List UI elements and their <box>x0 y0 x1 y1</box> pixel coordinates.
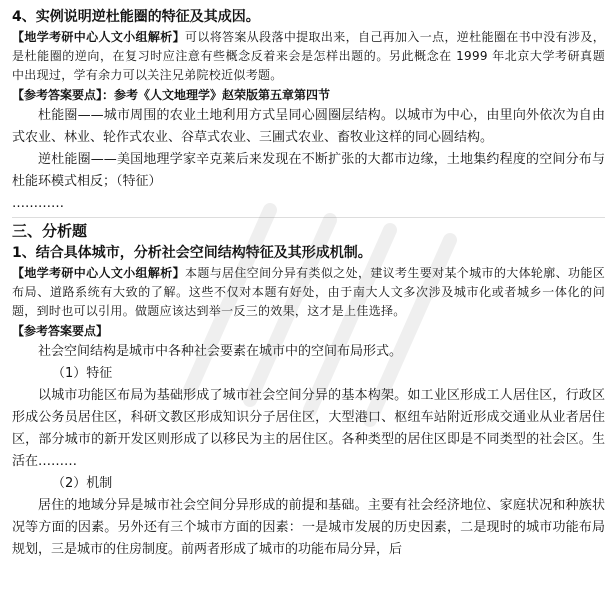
analysis-text: 本题与居住空间分异有类似之处，建议考生要对某个城市的大体轮廓、功能区布局、道路系统有大致的了解。这些不仅对本题有好处，由于南大人文多次涉及城市化或者城乡一体化的问题，到时也可以引用。做题应该达到举一反三的效果，这才是上佳选择。 <box>12 266 606 318</box>
question-4-reference-label: 【参考答案要点】：参考《人文地理学》赵荣版第五章第四节 <box>12 88 331 102</box>
subsection-features-label: （1）特征 <box>52 366 113 381</box>
analysis-tag: 【地学考研中心人文小组解析】 <box>12 30 185 44</box>
social-space-intro: 社会空间结构是城市中各种社会要素在城市中的空间布局形式。 <box>38 344 403 359</box>
question-4-heading: 4、实例说明逆杜能圈的特征及其成因。 <box>12 9 260 25</box>
question-4-analysis <box>12 28 605 85</box>
ellipsis-line: ………… <box>12 196 64 211</box>
section-divider <box>12 217 605 218</box>
subsection-mechanism-label: （2）机制 <box>52 476 113 491</box>
reverse-thunen-paragraph: 逆杜能圈——美国地理学家辛克莱后来发现在不断扩张的大都市边缘，土地集约程度的空间分布与杜能环模式相反；（特征） <box>12 152 605 189</box>
question-1-analysis <box>12 264 605 321</box>
analysis-tag: 【地学考研中心人文小组解析】 <box>12 266 185 280</box>
thunen-ring-paragraph: 杜能圈——城市周围的农业土地利用方式呈同心圆圈层结构。以城市为中心，由里向外依次为自由式农业、林业、轮作式农业、谷草式农业、三圃式农业、畜牧业这样的同心圆结构。 <box>12 108 605 145</box>
section-3-heading: 三、分析题 <box>12 222 88 240</box>
features-paragraph: 以城市功能区布局为基础形成了城市社会空间分异的基本构架。如工业区形成工人居住区，行政区形成公务员居住区，科研文教区形成知识分子居住区，大型港口、枢纽车站附近形成交通业从业者居住区，部分城市的新开发区则形成了以移民为主的居住区。各种类型的居住区即是不同类型的社会区。生活在……… <box>12 388 605 469</box>
analysis-text: 可以将答案从段落中提取出来，自己再加入一点，逆杜能圈在书中没有涉及，是杜能圈的逆向，在复习时应注意有些概念反着来会是怎样出题的。另此概念在 1999 年北京大学考研真题中出现过，学有余力可以关注兄弟院校近似考题。 <box>12 30 606 82</box>
question-1-heading: 1、结合具体城市，分析社会空间结构特征及其形成机制。 <box>12 245 372 261</box>
question-1-reference-label: 【参考答案要点】 <box>12 324 109 338</box>
mechanism-paragraph: 居住的地域分异是城市社会空间分异形成的前提和基础。主要有社会经济地位、家庭状况和种族状况等方面的因素。另外还有三个城市方面的因素：一是城市发展的历史因素，二是现时的城市功能布局规划，三是城市的住房制度。前两者形成了城市的功能布局分异，后 <box>12 498 605 557</box>
